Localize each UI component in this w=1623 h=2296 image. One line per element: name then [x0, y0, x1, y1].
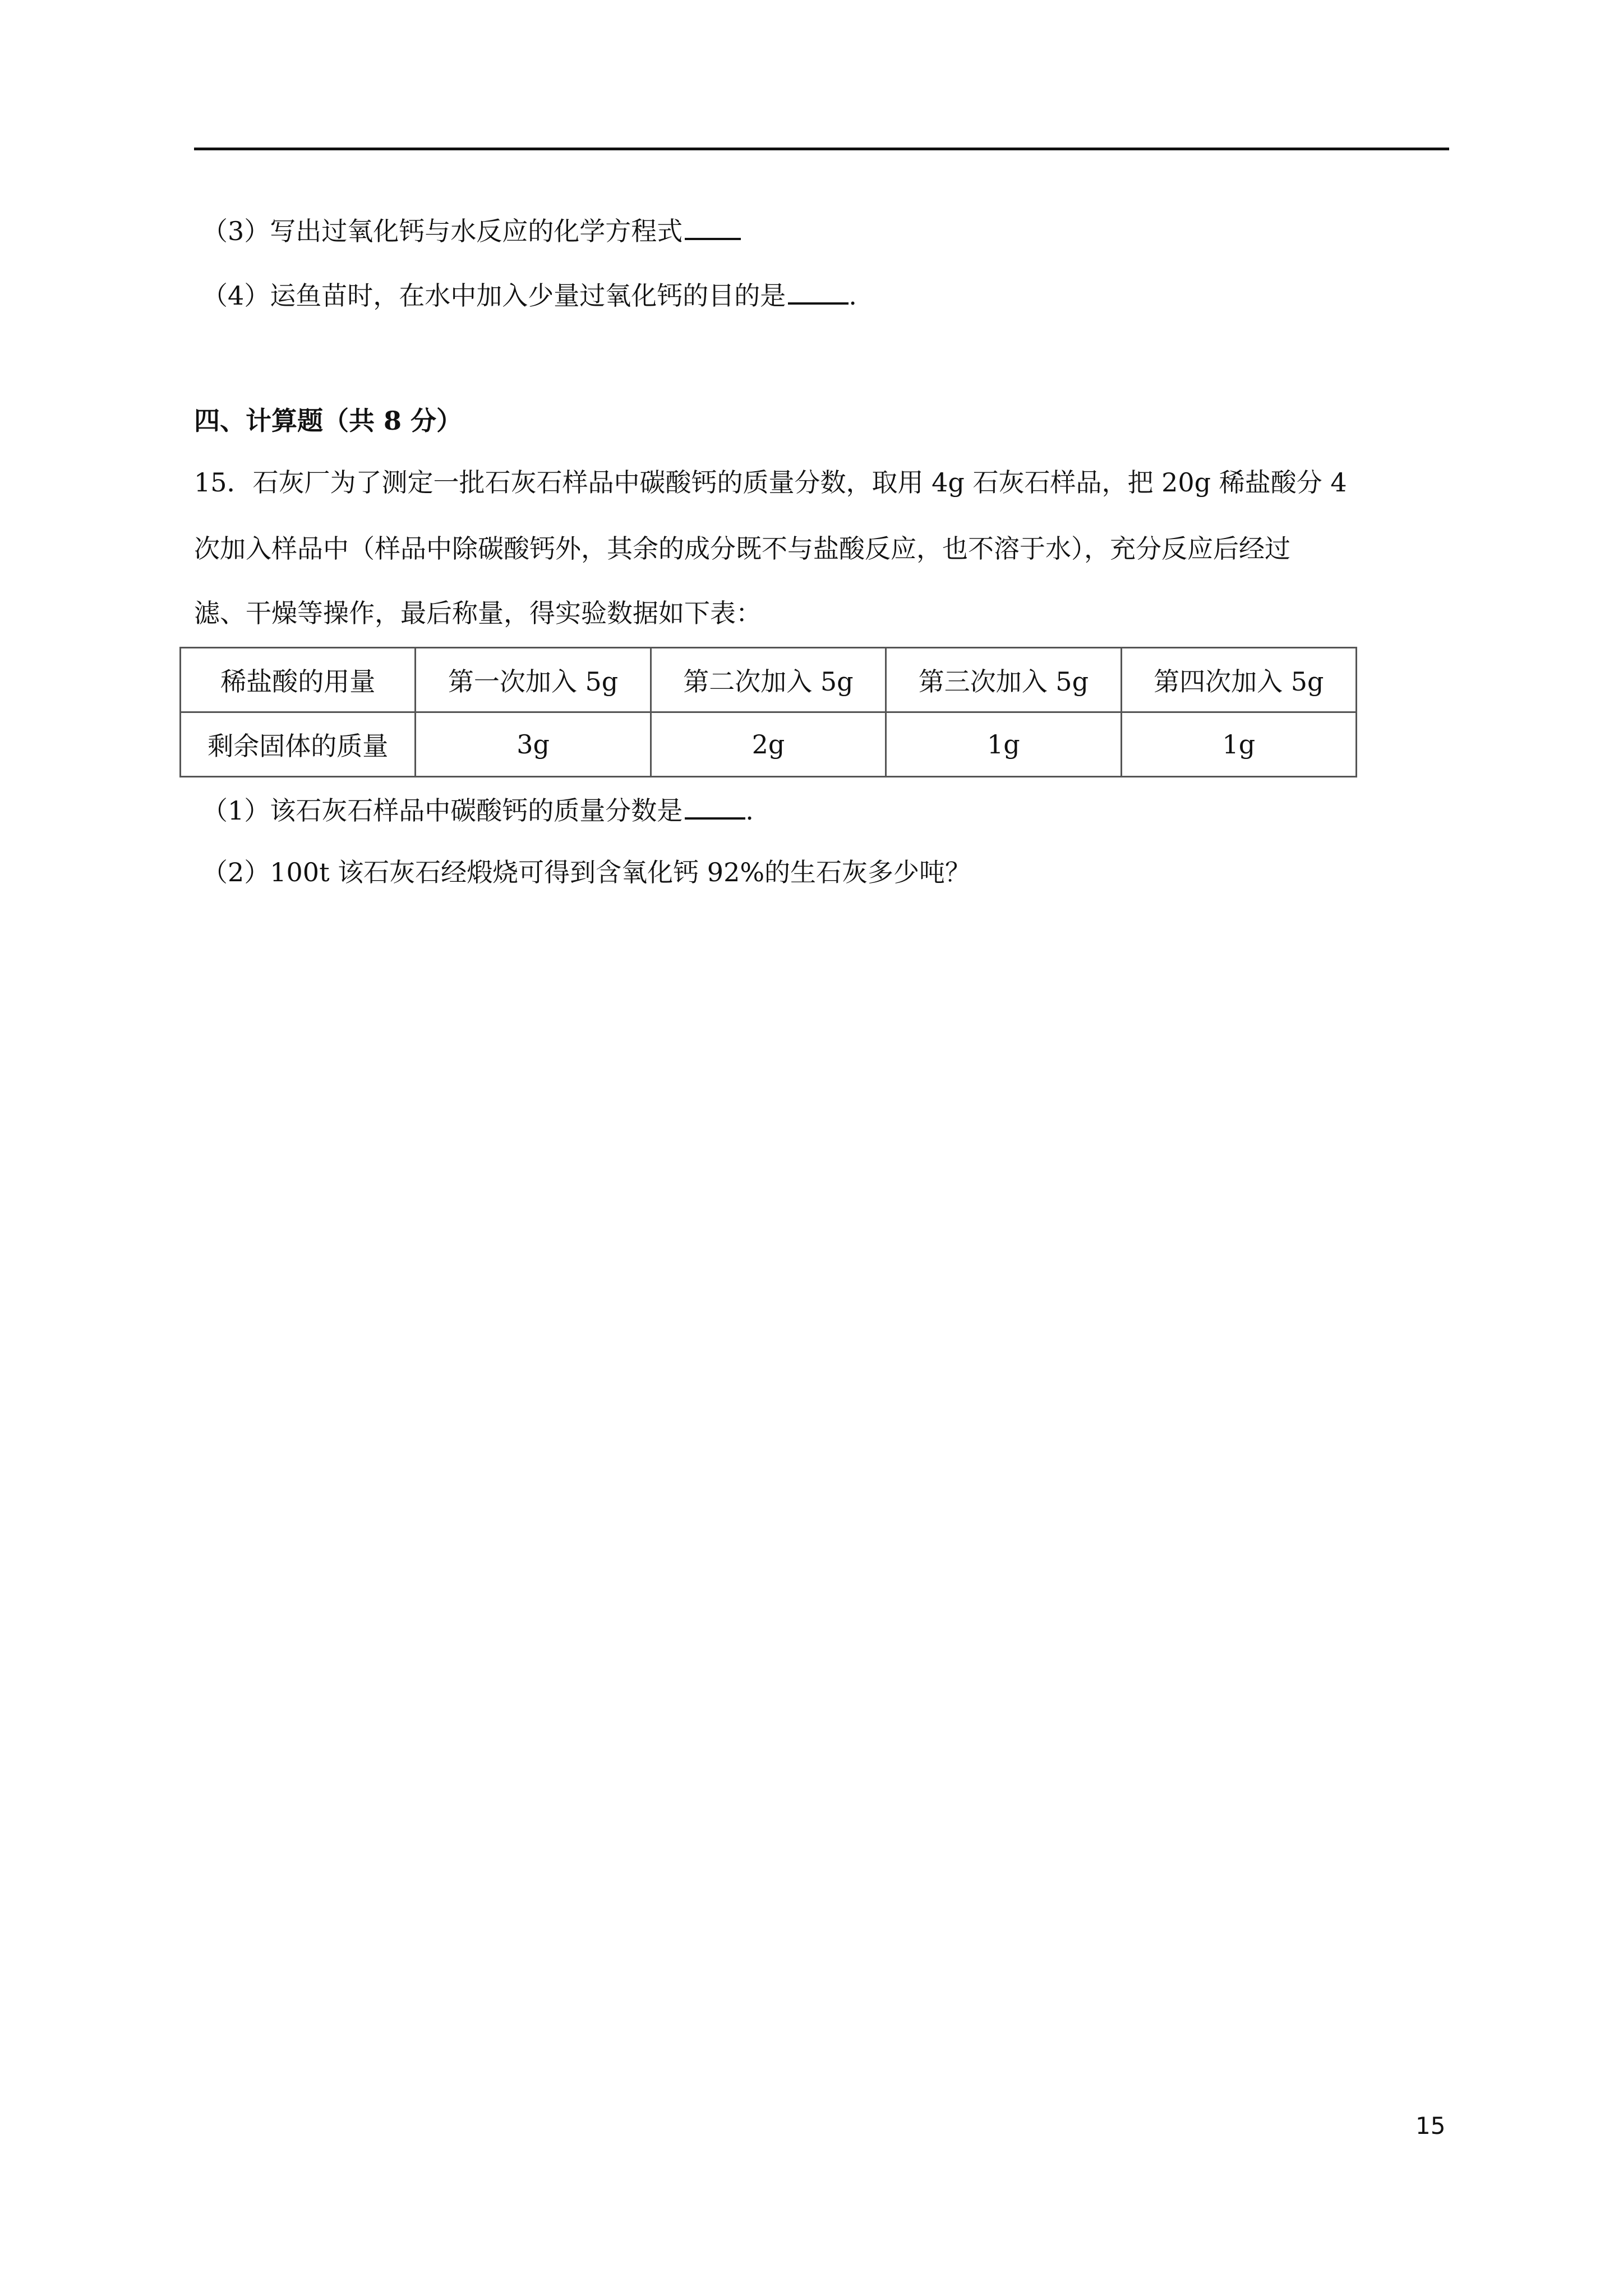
q14-item4: [202, 278, 857, 312]
table-row: [181, 648, 1357, 712]
answer-blank: [685, 213, 741, 240]
table-row: [181, 712, 1357, 777]
q15-sub1-text: （1）该石灰石样品中碳酸钙的质量分数是: [202, 795, 683, 826]
table-cell: 第二次加入 5g: [651, 648, 886, 712]
page-number: 15: [1415, 2112, 1446, 2139]
q14-item4-end: .: [849, 280, 857, 311]
table-cell: 3g: [416, 712, 651, 777]
table-cell: 剩余固体的质量: [181, 712, 416, 777]
table-cell: 1g: [886, 712, 1121, 777]
q14-item3-text: （3）写出过氧化钙与水反应的化学方程式: [202, 216, 683, 246]
q15-sub1: [202, 793, 754, 827]
q14-item4-text: （4）运鱼苗时，在水中加入少量过氧化钙的目的是: [202, 280, 786, 311]
section-heading: 四、计算题（共 8 分）: [194, 406, 463, 436]
q15-stem-line3: 滤、干燥等操作，最后称量，得实验数据如下表：: [194, 598, 762, 628]
table-cell: 稀盐酸的用量: [181, 648, 416, 712]
table-cell: 第三次加入 5g: [886, 648, 1121, 712]
table-cell: 1g: [1121, 712, 1356, 777]
answer-blank: [685, 793, 745, 820]
q15-sub2: （2）100t 该石灰石经煅烧可得到含氧化钙 92%的生石灰多少吨？: [202, 857, 971, 887]
q15-stem-line1: 15．石灰厂为了测定一批石灰石样品中碳酸钙的质量分数，取用 4g 石灰石样品，把 20g 稀盐酸分 4: [194, 467, 1347, 498]
header-rule: [194, 148, 1449, 150]
q15-sub1-end: .: [745, 795, 754, 826]
data-table: [179, 647, 1357, 777]
q14-item3: [202, 213, 741, 248]
answer-blank: [788, 278, 849, 305]
table-cell: 第四次加入 5g: [1121, 648, 1356, 712]
q15-stem-line2: 次加入样品中（样品中除碳酸钙外，其余的成分既不与盐酸反应，也不溶于水），充分反应后经过: [194, 533, 1290, 564]
table-cell: 第一次加入 5g: [416, 648, 651, 712]
table-cell: 2g: [651, 712, 886, 777]
